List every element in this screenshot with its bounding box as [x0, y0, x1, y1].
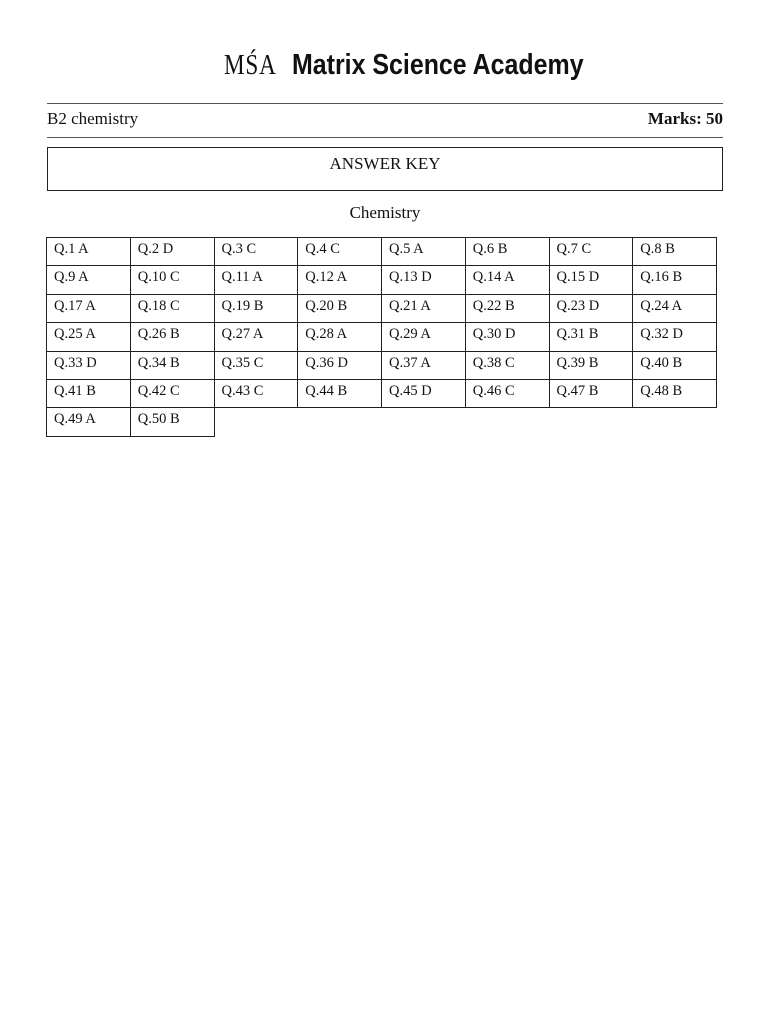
answer-cell: Q.40 B [632, 351, 717, 380]
answer-cell: Q.39 B [549, 351, 634, 380]
answer-cell: Q.13 D [381, 265, 466, 294]
answer-cell: Q.42 C [130, 379, 215, 408]
answer-cell: Q.4 C [297, 237, 382, 266]
answer-cell: Q.46 C [465, 379, 550, 408]
answer-cell: Q.5 A [381, 237, 466, 266]
answer-cell: Q.16 B [632, 265, 717, 294]
answer-cell: Q.49 A [46, 407, 131, 436]
answer-cell: Q.50 B [130, 407, 215, 436]
answer-cell: Q.1 A [46, 237, 131, 266]
answer-cell: Q.6 B [465, 237, 550, 266]
answer-cell: Q.25 A [46, 322, 131, 351]
logo [224, 44, 631, 86]
answer-cell: Q.19 B [214, 294, 299, 323]
answer-cell: Q.34 B [130, 351, 215, 380]
answer-cell: Q.38 C [465, 351, 550, 380]
answer-cell: Q.17 A [46, 294, 131, 323]
table-row [46, 407, 724, 435]
answer-cell: Q.33 D [46, 351, 131, 380]
answers-table [46, 237, 724, 436]
answer-cell: Q.23 D [549, 294, 634, 323]
answer-cell: Q.20 B [297, 294, 382, 323]
answer-cell: Q.7 C [549, 237, 634, 266]
answer-cell: Q.44 B [297, 379, 382, 408]
table-row [46, 322, 724, 350]
header-divider-top [47, 103, 723, 104]
table-row [46, 379, 724, 407]
answer-cell: Q.27 A [214, 322, 299, 351]
answer-cell: Q.43 C [214, 379, 299, 408]
answer-cell: Q.35 C [214, 351, 299, 380]
answer-cell: Q.31 B [549, 322, 634, 351]
answer-cell: Q.3 C [214, 237, 299, 266]
logo-mark: MŚA [224, 48, 277, 81]
answer-cell: Q.29 A [381, 322, 466, 351]
answer-cell: Q.22 B [465, 294, 550, 323]
answer-cell: Q.48 B [632, 379, 717, 408]
answer-cell: Q.9 A [46, 265, 131, 294]
answer-cell: Q.18 C [130, 294, 215, 323]
logo-text: Matrix Science Academy [292, 48, 584, 81]
subject-code: B2 chemistry [47, 109, 139, 128]
answer-cell: Q.41 B [46, 379, 131, 408]
answer-cell: Q.21 A [381, 294, 466, 323]
answer-cell: Q.10 C [130, 265, 215, 294]
answer-cell: Q.37 A [381, 351, 466, 380]
answer-key-title: ANSWER KEY [329, 154, 441, 173]
table-row [46, 265, 724, 293]
header-divider-bottom [47, 137, 723, 138]
answer-cell: Q.12 A [297, 265, 382, 294]
total-marks: Marks: 50 [647, 109, 723, 128]
answer-cell: Q.15 D [549, 265, 634, 294]
answer-cell: Q.30 D [465, 322, 550, 351]
answer-key-banner [47, 147, 723, 191]
answer-cell: Q.36 D [297, 351, 382, 380]
answer-cell: Q.11 A [214, 265, 299, 294]
answer-cell: Q.45 D [381, 379, 466, 408]
answer-cell: Q.26 B [130, 322, 215, 351]
answer-cell: Q.24 A [632, 294, 717, 323]
answer-cell: Q.8 B [632, 237, 717, 266]
answer-cell: Q.47 B [549, 379, 634, 408]
answer-cell: Q.14 A [465, 265, 550, 294]
answer-cell: Q.2 D [130, 237, 215, 266]
answer-cell: Q.32 D [632, 322, 717, 351]
table-row [46, 237, 724, 265]
table-row [46, 294, 724, 322]
answer-cell: Q.28 A [297, 322, 382, 351]
table-row [46, 351, 724, 379]
section-title: Chemistry [349, 203, 421, 222]
